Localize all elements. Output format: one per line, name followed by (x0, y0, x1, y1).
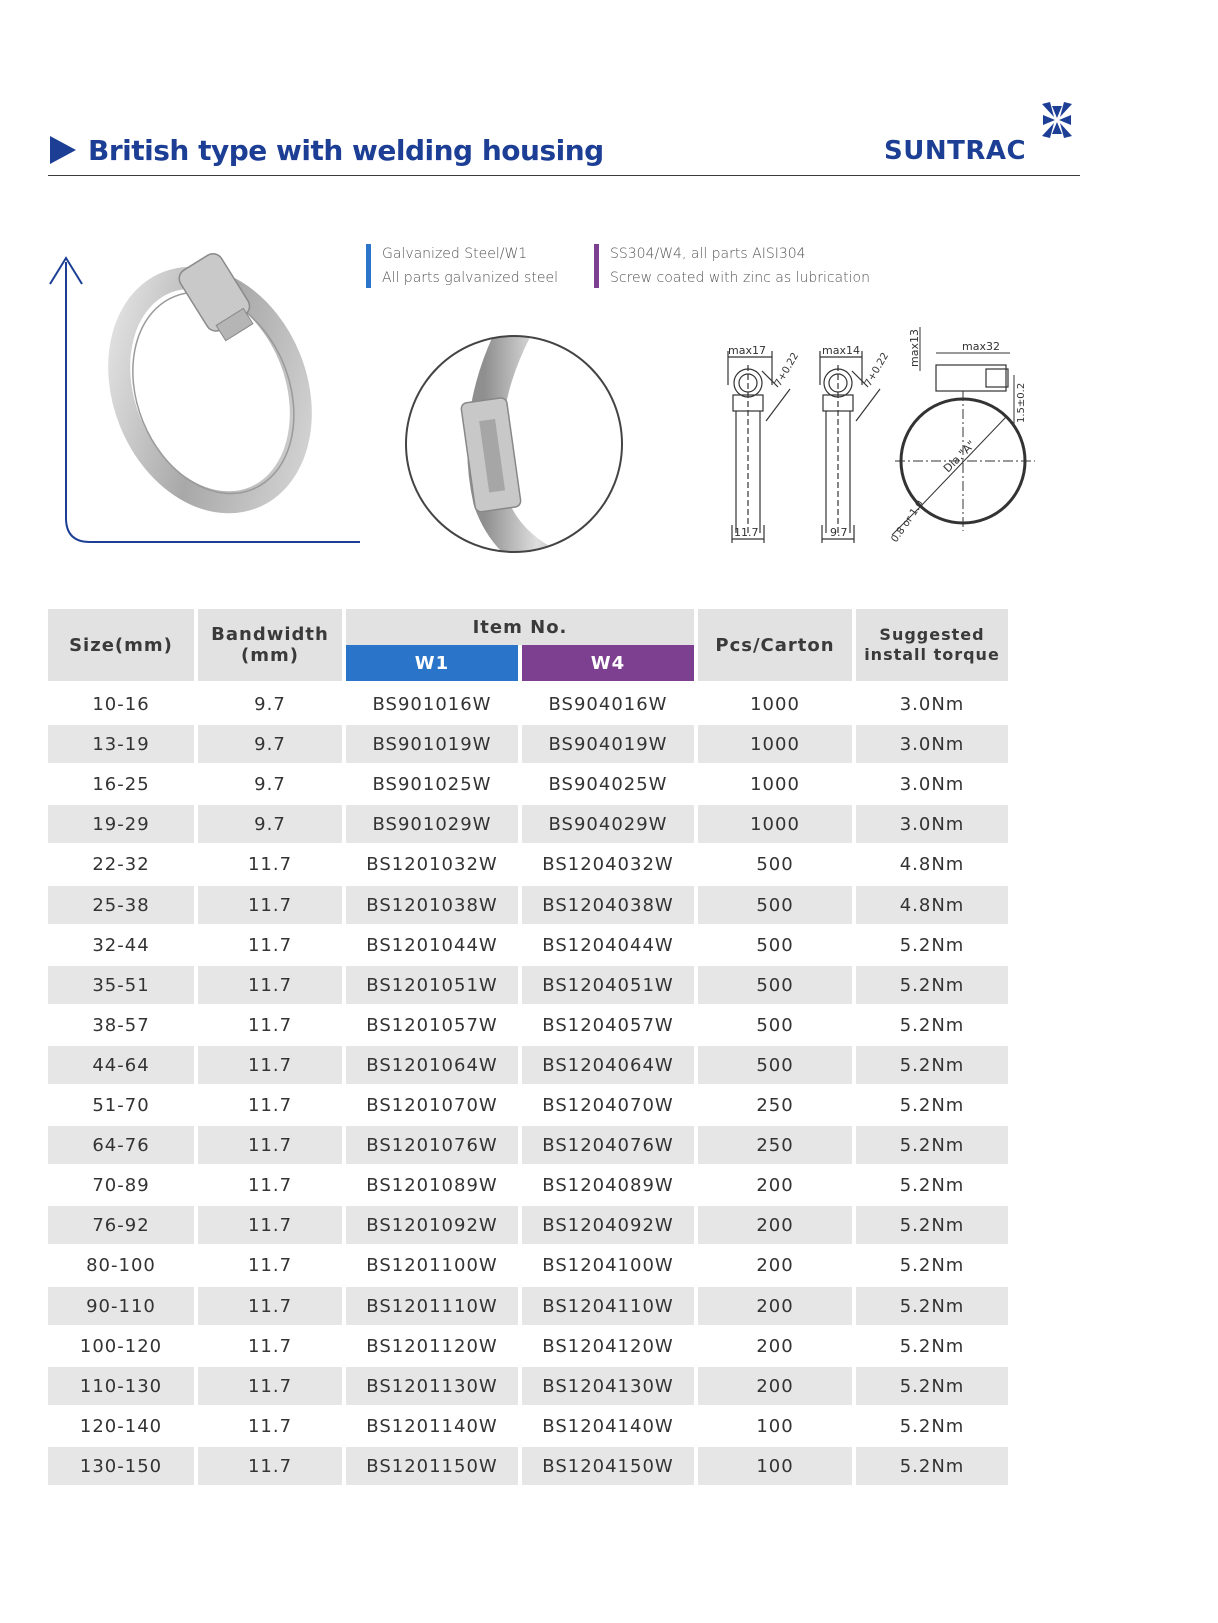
table-cell-w4: BS1204100W (542, 1254, 674, 1276)
table-cell-w1: BS1201076W (346, 1126, 518, 1164)
table-cell-size: 76-92 (48, 1206, 194, 1244)
header-pcs-carton: Pcs/Carton (698, 609, 852, 681)
header-torque-line1: Suggested (879, 625, 985, 644)
table-cell-torque: 5.2Nm (856, 1126, 1008, 1164)
table-cell-w1: BS901016W (372, 693, 492, 715)
table-cell-w1: BS901029W (346, 805, 518, 843)
table-cell-torque: 4.8Nm (856, 886, 1008, 924)
header-w4: W4 (522, 645, 694, 681)
drawing1-bottom-dim: 11.7 (734, 526, 759, 539)
table-cell-w1: BS1201057W (366, 1014, 498, 1036)
table-cell-w4: BS1204032W (542, 853, 674, 875)
table-cell-w1: BS1201051W (346, 966, 518, 1004)
table-cell-w1: BS1201110W (346, 1287, 518, 1325)
table-cell-size: 70-89 (92, 1174, 150, 1196)
table-cell-bw: 9.7 (198, 725, 342, 763)
table-cell-pcs: 1000 (750, 693, 800, 715)
brand-name: SUNTRAC (884, 136, 1027, 166)
header-bandwidth-line1: Bandwidth (211, 624, 329, 645)
legend-w4-line1: SS304/W4, all parts AISI304 (610, 246, 806, 262)
table-cell-size: 25-38 (48, 886, 194, 924)
table-cell-bw: 11.7 (198, 1046, 342, 1084)
table-cell-w4: BS1204120W (542, 1335, 674, 1357)
table-cell-torque: 5.2Nm (856, 1447, 1008, 1485)
header-torque (856, 609, 1008, 681)
table-cell-w1: BS1201140W (366, 1415, 498, 1437)
table-cell-bw: 9.7 (198, 805, 342, 843)
drawing2-angle-dim: 7+0.22 (863, 350, 892, 389)
drawing2-top-dim: max14 (822, 344, 860, 357)
table-cell-bw: 11.7 (247, 1094, 293, 1116)
table-cell-w4: BS1204057W (542, 1014, 674, 1036)
table-cell-w1: BS1201120W (366, 1335, 498, 1357)
table-cell-w4: BS1204070W (542, 1094, 674, 1116)
table-cell-pcs: 500 (756, 934, 794, 956)
table-cell-w1: BS1201070W (366, 1094, 498, 1116)
table-cell-pcs: 200 (698, 1367, 852, 1405)
table-cell-w4: BS1204064W (522, 1046, 694, 1084)
table-cell-bw: 11.7 (198, 1367, 342, 1405)
table-cell-w1: BS1201092W (346, 1206, 518, 1244)
table-cell-bw: 11.7 (247, 1254, 293, 1276)
table-cell-bw: 11.7 (198, 1206, 342, 1244)
table-cell-bw: 11.7 (198, 886, 342, 924)
legend-w1-bar (366, 244, 371, 288)
table-cell-size: 100-120 (79, 1335, 163, 1357)
table-cell-bw: 11.7 (247, 934, 293, 956)
table-cell-w4: BS1204076W (522, 1126, 694, 1164)
play-arrow-icon (50, 136, 76, 164)
table-cell-size: 32-44 (92, 934, 150, 956)
table-cell-w1: BS1201038W (346, 886, 518, 924)
table-cell-size: 22-32 (92, 853, 150, 875)
table-cell-w1: BS1201032W (366, 853, 498, 875)
table-cell-torque: 5.2Nm (899, 934, 965, 956)
table-cell-pcs: 1000 (750, 773, 800, 795)
table-cell-w4: BS1204130W (522, 1367, 694, 1405)
legend-w1-line1: Galvanized Steel/W1 (382, 246, 528, 262)
table-cell-size: 64-76 (48, 1126, 194, 1164)
brand-logo (884, 96, 1084, 166)
technical-drawing (720, 325, 1060, 555)
table-cell-w4: BS904029W (522, 805, 694, 843)
table-cell-w1: BS901019W (346, 725, 518, 763)
table-cell-pcs: 500 (698, 886, 852, 924)
page-title-group (50, 128, 604, 172)
table-cell-w1: BS901025W (372, 773, 492, 795)
drawing2-bottom-dim: 9.7 (830, 526, 848, 539)
legend-w1 (366, 242, 558, 290)
table-cell-torque: 3.0Nm (856, 725, 1008, 763)
clamp-detail-zoom (400, 330, 628, 558)
table-cell-torque: 5.2Nm (899, 1174, 965, 1196)
legend-w4-bar (594, 244, 599, 288)
table-cell-bw: 11.7 (198, 1447, 342, 1485)
table-cell-bw: 9.7 (254, 773, 286, 795)
table-cell-torque: 4.8Nm (899, 853, 965, 875)
table-cell-bw: 11.7 (198, 1126, 342, 1164)
table-cell-w4: BS904016W (548, 693, 668, 715)
table-cell-pcs: 250 (698, 1126, 852, 1164)
legend-w1-line2: All parts galvanized steel (382, 270, 558, 286)
table-cell-size: 10-16 (92, 693, 150, 715)
table-cell-pcs: 500 (756, 1014, 794, 1036)
table-cell-size: 90-110 (48, 1287, 194, 1325)
table-cell-w4: BS1204110W (522, 1287, 694, 1325)
table-cell-size: 13-19 (48, 725, 194, 763)
table-cell-size: 35-51 (48, 966, 194, 1004)
drawing3-width-dim: max32 (962, 340, 1000, 353)
product-illustration (40, 240, 370, 560)
table-cell-bw: 9.7 (254, 693, 286, 715)
table-cell-torque: 3.0Nm (899, 693, 965, 715)
table-cell-torque: 5.2Nm (899, 1094, 965, 1116)
table-cell-torque: 5.2Nm (856, 1287, 1008, 1325)
table-cell-pcs: 200 (756, 1335, 794, 1357)
table-cell-torque: 5.2Nm (899, 1014, 965, 1036)
table-cell-w4: BS1204140W (542, 1415, 674, 1437)
table-cell-size: 16-25 (92, 773, 150, 795)
table-cell-torque: 5.2Nm (856, 1046, 1008, 1084)
table-cell-torque: 5.2Nm (856, 1206, 1008, 1244)
table-cell-pcs: 1000 (698, 805, 852, 843)
table-cell-w4: BS1204150W (522, 1447, 694, 1485)
header-torque-line2: install torque (864, 645, 1000, 664)
drawing3-tolerance-dim: 1.5±0.2 (1016, 382, 1027, 423)
table-cell-pcs: 500 (698, 1046, 852, 1084)
table-cell-size: 130-150 (48, 1447, 194, 1485)
drawing3-diameter-label: Dia."A" (940, 438, 978, 476)
table-cell-torque: 3.0Nm (899, 773, 965, 795)
header-bandwidth (198, 609, 342, 681)
header-size: Size(mm) (48, 609, 194, 681)
table-cell-bw: 11.7 (198, 1287, 342, 1325)
table-cell-w4: BS1204089W (542, 1174, 674, 1196)
table-cell-size: 110-130 (48, 1367, 194, 1405)
table-cell-size: 44-64 (48, 1046, 194, 1084)
table-cell-torque: 5.2Nm (899, 1254, 965, 1276)
table-cell-torque: 3.0Nm (856, 805, 1008, 843)
spec-table (48, 609, 1020, 1481)
table-cell-torque: 5.2Nm (899, 1415, 965, 1437)
table-cell-pcs: 200 (698, 1287, 852, 1325)
header-item-no: Item No. (346, 609, 694, 645)
table-cell-w1: BS1201150W (346, 1447, 518, 1485)
table-cell-bw: 11.7 (247, 1335, 293, 1357)
table-cell-pcs: 1000 (698, 725, 852, 763)
table-cell-pcs: 250 (756, 1094, 794, 1116)
table-cell-bw: 11.7 (247, 853, 293, 875)
table-cell-w1: BS1201130W (346, 1367, 518, 1405)
legend-w4 (594, 242, 870, 290)
drawing3-height-dim: max13 (908, 329, 921, 367)
table-cell-bw: 11.7 (247, 1014, 293, 1036)
table-cell-pcs: 100 (698, 1447, 852, 1485)
table-cell-pcs: 100 (756, 1415, 794, 1437)
table-cell-bw: 11.7 (198, 966, 342, 1004)
drawing1-top-dim: max17 (728, 344, 766, 357)
table-cell-pcs: 500 (698, 966, 852, 1004)
drawing1-angle-dim: 7+0.22 (773, 350, 802, 389)
table-cell-w4: BS904025W (548, 773, 668, 795)
legend-w4-line2: Screw coated with zinc as lubrication (610, 270, 870, 286)
table-cell-w4: BS904019W (522, 725, 694, 763)
table-cell-bw: 11.7 (247, 1174, 293, 1196)
table-cell-torque: 5.2Nm (856, 1367, 1008, 1405)
table-cell-pcs: 500 (756, 853, 794, 875)
table-cell-w1: BS1201089W (366, 1174, 498, 1196)
table-cell-size: 80-100 (86, 1254, 156, 1276)
header-divider (48, 175, 1080, 176)
table-cell-w1: BS1201064W (346, 1046, 518, 1084)
table-cell-w4: BS1204092W (522, 1206, 694, 1244)
table-cell-size: 38-57 (92, 1014, 150, 1036)
table-cell-pcs: 200 (698, 1206, 852, 1244)
table-cell-size: 19-29 (48, 805, 194, 843)
table-cell-w1: BS1201044W (366, 934, 498, 956)
table-cell-size: 120-140 (79, 1415, 163, 1437)
table-cell-w1: BS1201100W (366, 1254, 498, 1276)
header-bandwidth-line2: (mm) (241, 645, 299, 666)
table-cell-pcs: 200 (756, 1174, 794, 1196)
table-cell-bw: 11.7 (247, 1415, 293, 1437)
table-cell-torque: 5.2Nm (856, 966, 1008, 1004)
table-cell-pcs: 200 (756, 1254, 794, 1276)
table-cell-torque: 5.2Nm (899, 1335, 965, 1357)
table-cell-size: 51-70 (92, 1094, 150, 1116)
brand-mark-icon (1030, 96, 1084, 144)
page-title: British type with welding housing (88, 133, 604, 167)
drawing3-thickness-dim: 0.8 or 1.0 (889, 498, 927, 545)
table-cell-w4: BS1204044W (542, 934, 674, 956)
table-cell-w4: BS1204038W (522, 886, 694, 924)
header-w1: W1 (346, 645, 518, 681)
hose-clamp-image (87, 250, 333, 530)
table-cell-w4: BS1204051W (522, 966, 694, 1004)
